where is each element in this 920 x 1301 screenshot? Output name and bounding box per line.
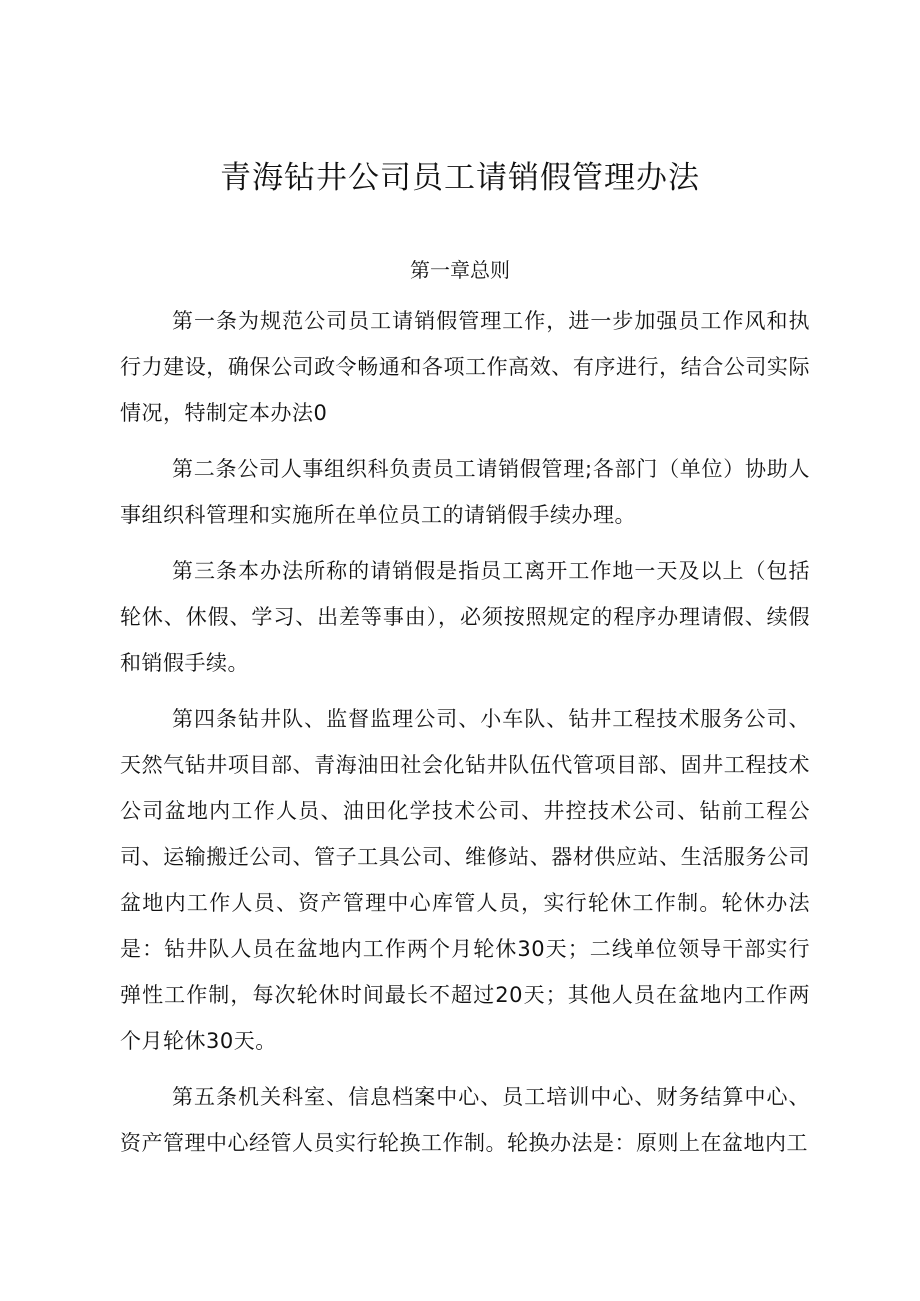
article-1: 第一条为规范公司员工请销假管理工作，进一步加强员工作风和执行力建设，确保公司政令畅通和各项工作高效、有序进行，结合公司实际情况，特制定本办法0 xyxy=(120,309,810,425)
article-3: 第三条本办法所称的请销假是指员工离开工作地一天及以上（包括轮休、休假、学习、出差等事由），必须按照规定的程序办理请假、续假和销假手续。 xyxy=(120,559,810,675)
article-5: 第五条机关科室、信息档案中心、员工培训中心、财务结算中心、资产管理中心经管人员实行轮换工作制。轮换办法是：原则上在盆地内工 xyxy=(120,1085,810,1155)
article-4: 第四条钻井队、监督监理公司、小车队、钻井工程技术服务公司、天然气钻井项目部、青海油田社会化钻井队伍代管项目部、固井工程技术公司盆地内工作人员、油田化学技术公司、井控技术公司、钻前工程公司、运输搬迁公司、管子工具公司、维修站、器材供应站、生活服务公司盆地内工作人员、资产管理中心库管人员，实行轮休工作制。轮休办法是：钻井队人员在盆地内工作两个月轮休30天；二线单位领导干部实行弹性工作制，每次轮休时间最长不超过20天；其他人员在盆地内工作两个月轮休30天。 xyxy=(120,707,810,1053)
chapter-heading: 第一章总则 xyxy=(410,258,510,282)
document-body xyxy=(120,298,810,1176)
article-2: 第二条公司人事组织科负责员工请销假管理;各部门（单位）协助人事组织科管理和实施所在单位员工的请销假手续办理。 xyxy=(120,457,810,527)
document-title: 青海钻井公司员工请销假管理办法 xyxy=(220,160,700,196)
